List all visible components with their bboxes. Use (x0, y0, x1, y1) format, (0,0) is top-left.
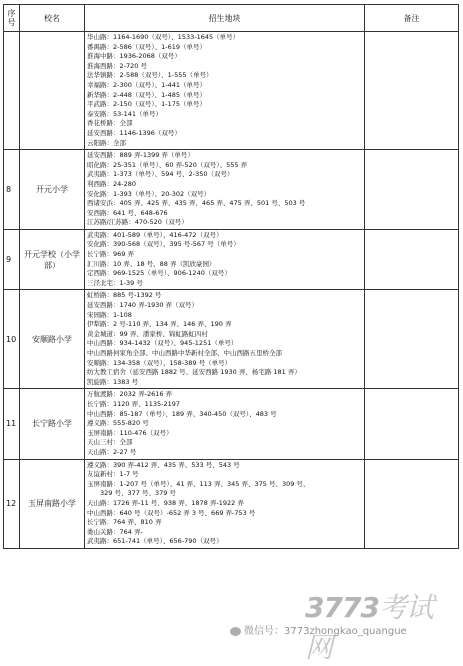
area-line: 定西路：969-1525（单号）、906-1240（双号） (87, 269, 231, 278)
area-line: 平武路：2-150（双号）、1-175（单号） (87, 100, 207, 109)
row-note (365, 32, 459, 150)
area-line: 友谊新村：1-7 号 (87, 470, 139, 479)
row-seq (4, 32, 20, 150)
enrollment-table (3, 4, 459, 549)
row-seq: 9 (4, 229, 20, 290)
area-line: 安化路：390-568（双号）、395 号-567 号（单号） (87, 240, 240, 249)
area-line: 遵义路：390 弄-412 弄、435 弄、533 号、543 号 (87, 460, 240, 469)
area-line: 长宁路：969 弄 (87, 250, 134, 259)
table-body (4, 32, 459, 549)
table-row (4, 229, 459, 290)
area-line: 华山路：1164-1690（双号）、1533-1645（单号） (87, 33, 240, 41)
area-line: 安西路：641 号、648-676 (87, 208, 168, 217)
row-school: 开元学校（小学部） (20, 229, 85, 290)
area-line: 三泾北宅：1-39 号 (87, 278, 143, 287)
area-line: 延安西路：1146-1396（双号） (87, 128, 181, 137)
area-line: 武夷路：1-373（单号）、594 号、2-350（双号） (87, 170, 234, 179)
row-area (85, 32, 365, 150)
area-line: 中山西路何家角全部、中山西路中华新村全部、中山西路五里桥全部 (87, 349, 282, 357)
row-seq: 11 (4, 389, 20, 459)
area-line: 延安西路：1740 弄-1930 弄（双号） (87, 301, 199, 310)
row-area (85, 229, 365, 290)
row-note (365, 229, 459, 290)
area-line: 长宁路：764 弄、810 弄 (87, 518, 162, 527)
area-line: 云阳路：全部 (87, 138, 126, 147)
area-line: 安顺路：134-358（双号）、158-389 号（单号） (87, 358, 232, 367)
area-line: 江苏路/江苏路：470-520（双号） (87, 218, 188, 227)
area-line: 幸福路：2-300（双号）、1-441（单号） (87, 80, 207, 89)
area-line: 安化路：1-393（单号）、20-302（双号） (87, 189, 211, 198)
area-line: 长宁路：1120 弄、1135-2197 (87, 399, 181, 408)
table-row (4, 150, 459, 230)
area-line: 利西路：24-280 (87, 179, 137, 188)
header-seq: 序号 (4, 5, 20, 32)
area-line: 玉屏南路：110-476（双号） (87, 428, 173, 437)
area-line: 香花桥路：全部 (87, 119, 133, 128)
area-line: 虹桥路：885 号-1392 号 (87, 291, 162, 300)
area-line: 娄山关路：764 弄- (87, 527, 143, 536)
area-line: 法华镇路：2-588（双号）、1-555（单号） (87, 71, 213, 80)
area-line: 武夷路：401-589（单号）、416-472（双号） (87, 230, 223, 239)
table-row (4, 459, 459, 548)
area-line: 西诸安浜：405 弄、425 弄、435 弄、465 弄、475 弄、501 号、503 号 (87, 199, 306, 208)
table-header-row (4, 5, 459, 32)
watermark-wechat-text: 微信号：3773zhongkao_quangue (244, 626, 407, 637)
area-line: 遵义路：555-820 号 (87, 419, 149, 428)
enrollment-table-sheet (3, 4, 458, 549)
area-line: 纺大教工宿舍（延安西路 1882 号、延安西路 1930 弄、杨宅路 181 弄） (87, 368, 301, 377)
row-school: 开元小学 (20, 150, 85, 230)
watermark-wechat (230, 622, 407, 637)
area-line: 淮海中路：1936-2068（双号） (87, 52, 181, 61)
area-line: 番禺路：2-586（双号）、1-619（单号） (87, 42, 207, 51)
wechat-icon (230, 627, 241, 636)
watermark-site: 考试网 (305, 591, 433, 664)
watermark-brand: 3773 (305, 591, 379, 624)
row-area (85, 290, 365, 389)
row-area (85, 459, 365, 548)
row-note (365, 459, 459, 548)
watermark-logo (305, 586, 455, 666)
area-line: 昭化路：25-351（单号）、60 弄-520（双号）、555 弄 (87, 160, 248, 169)
table-row (4, 290, 459, 389)
area-line: 中山西路：640 号（双号）-652 弄 3 号、669 弄-753 号 (87, 508, 256, 517)
area-line: 宋园路：1-108 (87, 310, 132, 319)
row-school: 玉屏南路小学 (20, 459, 85, 548)
area-line: 新华路：2-448（双号）、1-485（单号） (87, 90, 207, 99)
area-line: 延安西路：889 弄-1399 弄（单号） (87, 151, 194, 160)
header-school: 校名 (20, 5, 85, 32)
row-seq: 10 (4, 290, 20, 389)
row-note (365, 150, 459, 230)
row-seq: 12 (4, 459, 20, 548)
area-line: 伊犁路：2 号-110 弄、134 弄、146 弄、190 弄 (87, 320, 232, 329)
area-line: 中山西路：85-187（单号）、189 弄、340-450（双号）、483 号 (87, 409, 277, 418)
area-line: 万航渡路：2032 弄-2616 弄 (87, 390, 173, 399)
table-row (4, 389, 459, 459)
area-line: 玉屏南路：1-207 号（单号）、41 弄、113 弄、345 弄、375 号、309 号、 (87, 479, 310, 488)
area-line: 凯旋路：1383 号 (87, 377, 139, 386)
header-note: 备注 (365, 5, 459, 32)
row-area (85, 150, 365, 230)
area-line: 汇川路：10 弄、18 号、88 弄（凯欣豪园） (87, 259, 216, 268)
area-line: 329 号、377 号、379 号 (87, 489, 176, 498)
row-note (365, 290, 459, 389)
row-school: 安顺路小学 (20, 290, 85, 389)
area-line: 淮海西路：2-720 号 (87, 61, 147, 70)
row-note (365, 389, 459, 459)
table-row (4, 32, 459, 150)
area-line: 黄金城道：99 弄、潘家桥、锦虹路虹四村 (87, 329, 208, 338)
area-line: 中山西路：934-1432（双号）、945-1251（单号） (87, 339, 238, 348)
watermark (244, 586, 455, 664)
row-school (20, 32, 85, 150)
row-area (85, 389, 365, 459)
area-line: 天山路：1726 弄-11 号、938 弄、1878 弄-1922 弄 (87, 498, 244, 507)
row-seq: 8 (4, 150, 20, 230)
area-line: 武夷路：651-741（单号）、656-790（双号） (87, 537, 223, 546)
header-area: 招生地块 (85, 5, 365, 32)
area-line: 泰安路：53-141（单号） (87, 109, 163, 118)
area-line: 天山路：2-27 号 (87, 447, 137, 456)
row-school: 长宁路小学 (20, 389, 85, 459)
area-line: 天山三村：全部 (87, 438, 133, 447)
